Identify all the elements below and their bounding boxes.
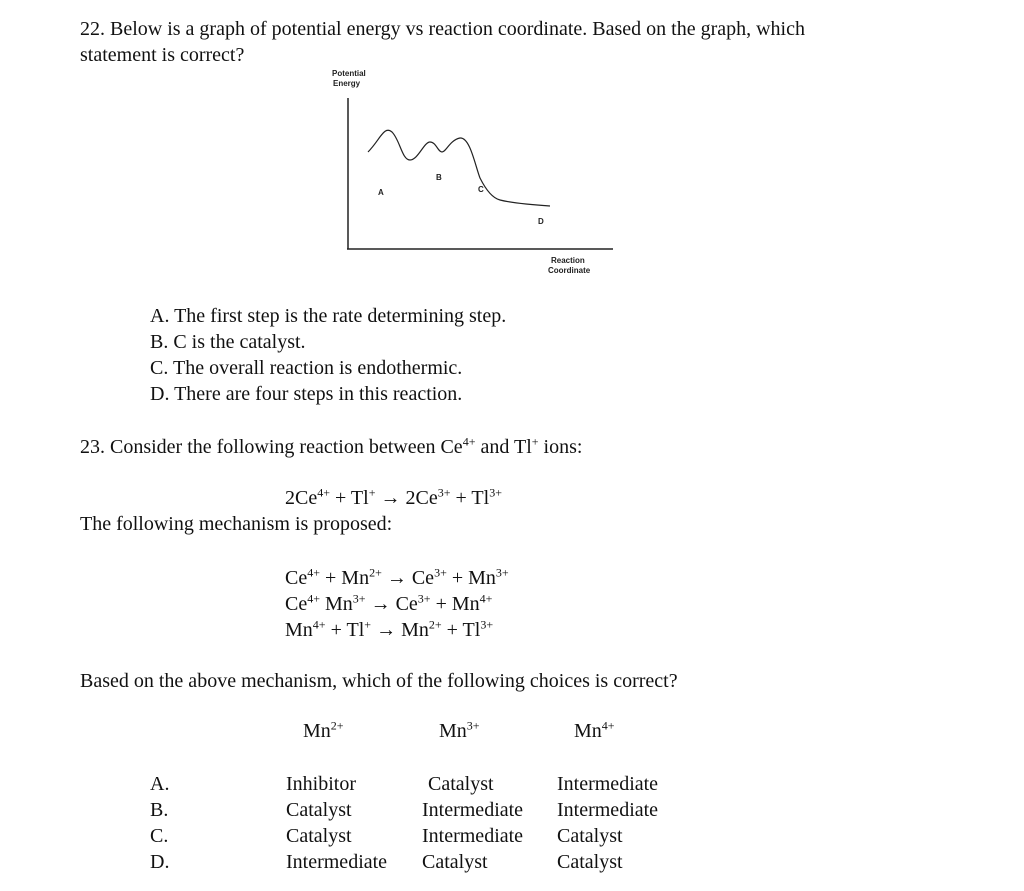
overall-reaction: $2Ce^{4+} + Tl^+ \to 2Ce^{3+} + Tl^{3+}$ <box>285 485 502 509</box>
x-axis-label-1: Reaction <box>551 256 585 265</box>
mechanism-intro: The following mechanism is proposed: <box>80 513 393 535</box>
cell-mn4: Intermediate <box>557 799 659 821</box>
header-mn4: $Mn^{4+}$ <box>574 718 615 742</box>
point-d-label: D <box>538 217 544 226</box>
row-letter: B. <box>150 799 169 821</box>
cell-mn4: Intermediate <box>557 773 659 795</box>
cell-mn4: Catalyst <box>557 825 623 847</box>
x-axis-label-2: Coordinate <box>548 266 591 275</box>
q23-question: Based on the above mechanism, which of the following choices is correct? <box>80 670 678 692</box>
energy-diagram <box>320 60 620 285</box>
cell-mn2: Inhibitor <box>286 773 356 795</box>
header-mn3: $Mn^{3+}$ <box>439 718 480 742</box>
point-a-label: A <box>378 188 384 197</box>
q22-line2: statement is correct? <box>80 44 245 66</box>
y-axis-label-2: Energy <box>333 79 361 88</box>
row-letter: A. <box>150 773 170 795</box>
q22-option-c: C. The overall reaction is endothermic. <box>150 357 463 379</box>
row-letter: C. <box>150 825 169 847</box>
q22-option-d: D. There are four steps in this reaction. <box>150 383 463 405</box>
q22-line1: 22. Below is a graph of potential energy vs reaction coordinate. Based on the graph, which <box>80 18 805 40</box>
energy-curve <box>368 130 550 206</box>
cell-mn2: Catalyst <box>286 825 352 847</box>
q22-option-a: A. The first step is the rate determining step. <box>150 305 507 327</box>
mechanism-step-2: $Ce^{4+}$ $Mn^{3+} \to Ce^{3+} + Mn^{4+}$ <box>285 591 493 615</box>
y-axis-label-1: Potential <box>332 69 366 78</box>
cell-mn2: Intermediate <box>286 851 388 873</box>
point-b-label: B <box>436 173 442 182</box>
mechanism-step-3: $Mn^{4+} + Tl^+ \to Mn^{2+} + Tl^{3+}$ <box>285 617 494 641</box>
cell-mn2: Catalyst <box>286 799 352 821</box>
cell-mn3: Intermediate <box>422 799 524 821</box>
q22-option-b: B. C is the catalyst. <box>150 331 306 353</box>
cell-mn4: Catalyst <box>557 851 623 873</box>
cell-mn3: Catalyst <box>422 851 488 873</box>
header-mn2: $Mn^{2+}$ <box>303 718 344 742</box>
cell-mn3: Catalyst <box>428 773 494 795</box>
q23-intro: 23. Consider the following reaction between $Ce^{4+}$ and Tl+ ions: <box>80 434 583 458</box>
row-letter: D. <box>150 851 170 873</box>
cell-mn3: Intermediate <box>422 825 524 847</box>
mechanism-step-1: $Ce^{4+} + Mn^{2+} \to Ce^{3+} + Mn^{3+}$ <box>285 565 509 589</box>
point-c-label: C <box>478 185 484 194</box>
